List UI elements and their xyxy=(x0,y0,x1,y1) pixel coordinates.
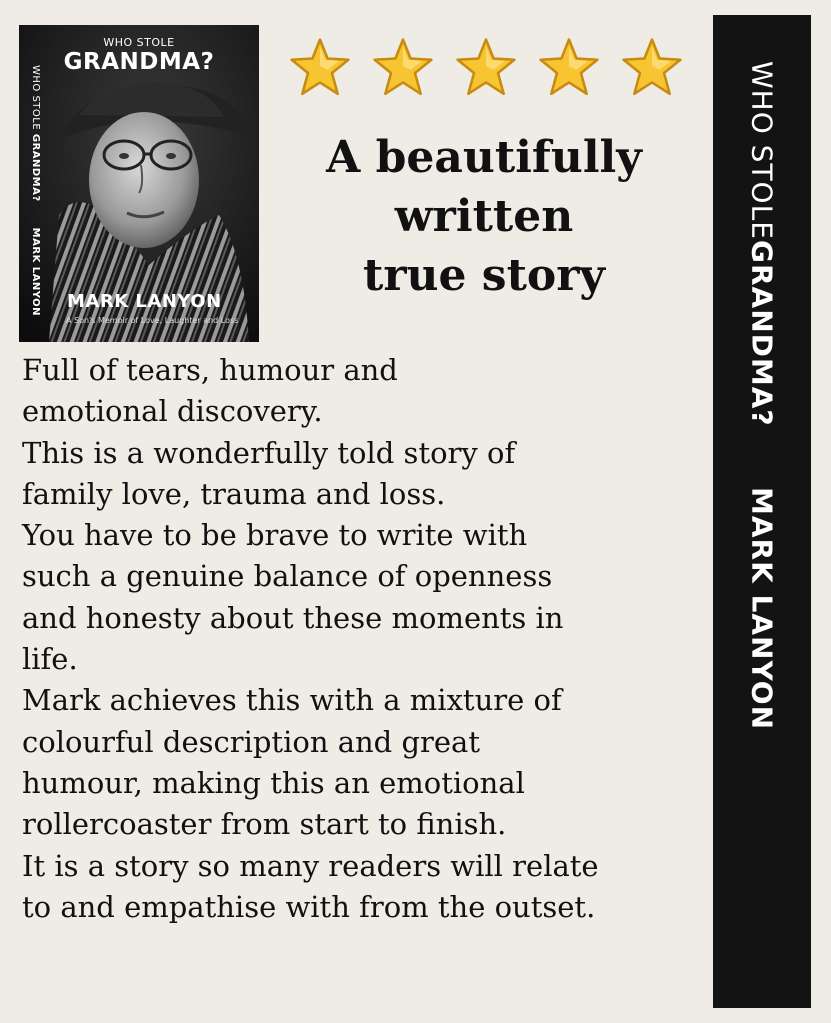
headline-line-2: written xyxy=(394,191,574,242)
headline-line-1: A beautifully xyxy=(326,132,642,183)
cover-side-text xyxy=(27,65,41,335)
spine-title: WHO STOLE xyxy=(745,61,779,240)
review-text: Full of tears, humour and emotional discovery. This is a wonderfully told story of family love, trauma and loss. You have to be brave to write with such a genuine balance of openness and honesty about these moments in life. Mark achieves this with a mixture of colourful description and great humour, making this an emotional rollercoaster from start to finish. It is a story so many readers will relate to and empathise with from the outset. xyxy=(22,353,599,924)
star-icon xyxy=(287,37,353,97)
star-icon xyxy=(370,37,436,97)
cover-side-title: WHO STOLE xyxy=(30,65,41,134)
star-icon xyxy=(536,37,602,97)
cover-side-author: MARK LANYON xyxy=(30,227,41,317)
cover-title-small: WHO STOLE xyxy=(103,36,175,49)
headline-line-3: true story xyxy=(363,250,605,301)
cover-tagline: A Son's Memoir of Love, Laughter and Loss xyxy=(66,316,239,325)
spine-author: MARK LANYON xyxy=(745,486,779,730)
book-spine xyxy=(713,15,811,1008)
cover-title: GRANDMA? xyxy=(63,49,215,75)
cover-side-title-bold: GRANDMA? xyxy=(30,133,41,202)
cover-author: MARK LANYON xyxy=(67,291,222,312)
book-spine-text xyxy=(713,15,811,1008)
star-icon xyxy=(453,37,519,97)
spine-title-bold: GRANDMA? xyxy=(745,239,779,427)
book-cover-image xyxy=(19,25,259,342)
star-icon xyxy=(619,37,685,97)
review-headline xyxy=(282,128,686,305)
